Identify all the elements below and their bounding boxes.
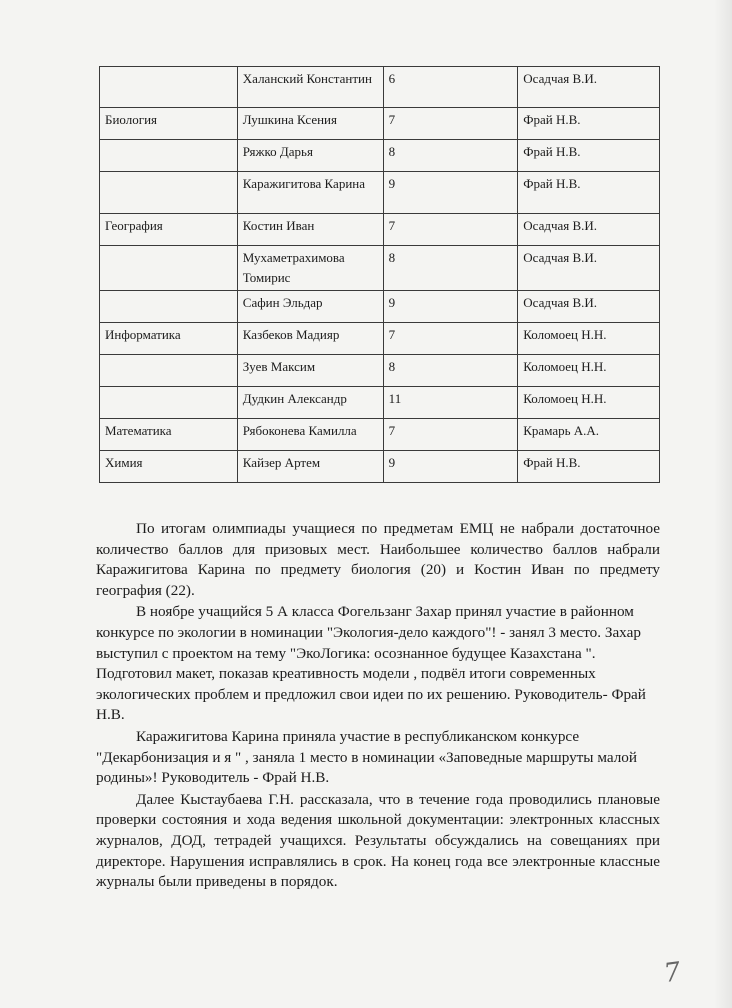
cell-grade: 9: [383, 451, 518, 483]
cell-grade: 8: [383, 140, 518, 172]
cell-grade: 7: [383, 419, 518, 451]
results-table-body: [100, 67, 660, 483]
cell-student: Зуев Максим: [237, 355, 383, 387]
cell-student: Лушкина Ксения: [237, 108, 383, 140]
table-row: [100, 387, 660, 419]
cell-subject: [100, 355, 238, 387]
cell-subject: [100, 246, 238, 291]
cell-subject: Математика: [100, 419, 238, 451]
cell-teacher: Осадчая В.И.: [518, 214, 660, 246]
cell-subject: География: [100, 214, 238, 246]
cell-teacher: Фрай Н.В.: [518, 140, 660, 172]
cell-grade: 8: [383, 246, 518, 291]
table-row: [100, 291, 660, 323]
paragraph-ecology-contest: В ноябре учащийся 5 А класса Фогельзанг Захар принял участие в районном конкурсе по экологии в номинации "Экология-дело каждого"! - занял 3 место. Захар выступил с проектом на тему "ЭкоЛогика: осознанное будущее Казахстана ". Подготовил макет, показав креативность модели , подвёл итоги современных экологических проблем и предложил свои идеи по их решению. Руководитель- Фрай Н.В.: [96, 603, 646, 724]
cell-student: Казбеков Мадияр: [237, 323, 383, 355]
cell-subject: [100, 140, 238, 172]
table-row: [100, 108, 660, 140]
cell-teacher: Осадчая В.И.: [518, 67, 660, 108]
cell-teacher: Коломоец Н.Н.: [518, 323, 660, 355]
cell-teacher: Осадчая В.И.: [518, 291, 660, 323]
cell-grade: 9: [383, 291, 518, 323]
cell-student: Костин Иван: [237, 214, 383, 246]
cell-grade: 9: [383, 172, 518, 214]
table-row: [100, 355, 660, 387]
olympiad-results-table: [99, 66, 660, 483]
cell-subject: [100, 291, 238, 323]
paragraph-olympiad-summary: По итогам олимпиады учащиеся по предметам ЕМЦ не набрали достаточное количество баллов для призовых мест. Наибольшее количество баллов набрали Каражигитова Карина по предмету биология (20) и Костин Иван по предмету география (22).: [96, 520, 660, 599]
table-row: [100, 140, 660, 172]
cell-student: Мухаметрахимова Томирис: [237, 246, 383, 291]
table-row: [100, 67, 660, 108]
cell-subject: Химия: [100, 451, 238, 483]
paragraph-decarbonization-contest: Каражигитова Карина приняла участие в республиканском конкурсе "Декарбонизация и я " , заняла 1 место в номинации «Заповедные маршруты малой родины»! Руководитель - Фрай Н.В.: [96, 727, 637, 787]
cell-grade: 6: [383, 67, 518, 108]
cell-teacher: Фрай Н.В.: [518, 108, 660, 140]
cell-teacher: Крамарь А.А.: [518, 419, 660, 451]
cell-grade: 7: [383, 323, 518, 355]
cell-teacher: Фрай Н.В.: [518, 451, 660, 483]
paragraph-documentation-checks: Далее Кыстаубаева Г.Н. рассказала, что в течение года проводились плановые проверки состояния и хода ведения школьной документации: электронных классных журналов, ДОД, тетрадей учащихся. Результаты обсуждались на совещаниях при директоре. Нарушения исправлялись в срок. На конец года все электронные классные журналы были приведены в порядок.: [96, 790, 660, 891]
cell-teacher: Фрай Н.В.: [518, 172, 660, 214]
cell-student: Каражигитова Карина: [237, 172, 383, 214]
cell-teacher: Коломоец Н.Н.: [518, 355, 660, 387]
cell-teacher: Осадчая В.И.: [518, 246, 660, 291]
scan-edge-shadow: [714, 0, 732, 1008]
cell-student: Дудкин Александр: [237, 387, 383, 419]
page-number: 7: [661, 956, 683, 990]
table-row: [100, 214, 660, 246]
cell-subject: Информатика: [100, 323, 238, 355]
cell-teacher: Коломоец Н.Н.: [518, 387, 660, 419]
cell-subject: Биология: [100, 108, 238, 140]
table-row: [100, 419, 660, 451]
cell-grade: 11: [383, 387, 518, 419]
table-row: [100, 323, 660, 355]
table-row: [100, 172, 660, 214]
cell-grade: 7: [383, 108, 518, 140]
table-row: [100, 246, 660, 291]
table-row: [100, 451, 660, 483]
cell-student: Кайзер Артем: [237, 451, 383, 483]
cell-grade: 8: [383, 355, 518, 387]
cell-student: Сафин Эльдар: [237, 291, 383, 323]
report-text: [96, 519, 660, 894]
cell-student: Рябоконева Камилла: [237, 419, 383, 451]
cell-subject: [100, 387, 238, 419]
cell-subject: [100, 172, 238, 214]
cell-subject: [100, 67, 238, 108]
cell-grade: 7: [383, 214, 518, 246]
cell-student: Ряжко Дарья: [237, 140, 383, 172]
cell-student: Халанский Константин: [237, 67, 383, 108]
